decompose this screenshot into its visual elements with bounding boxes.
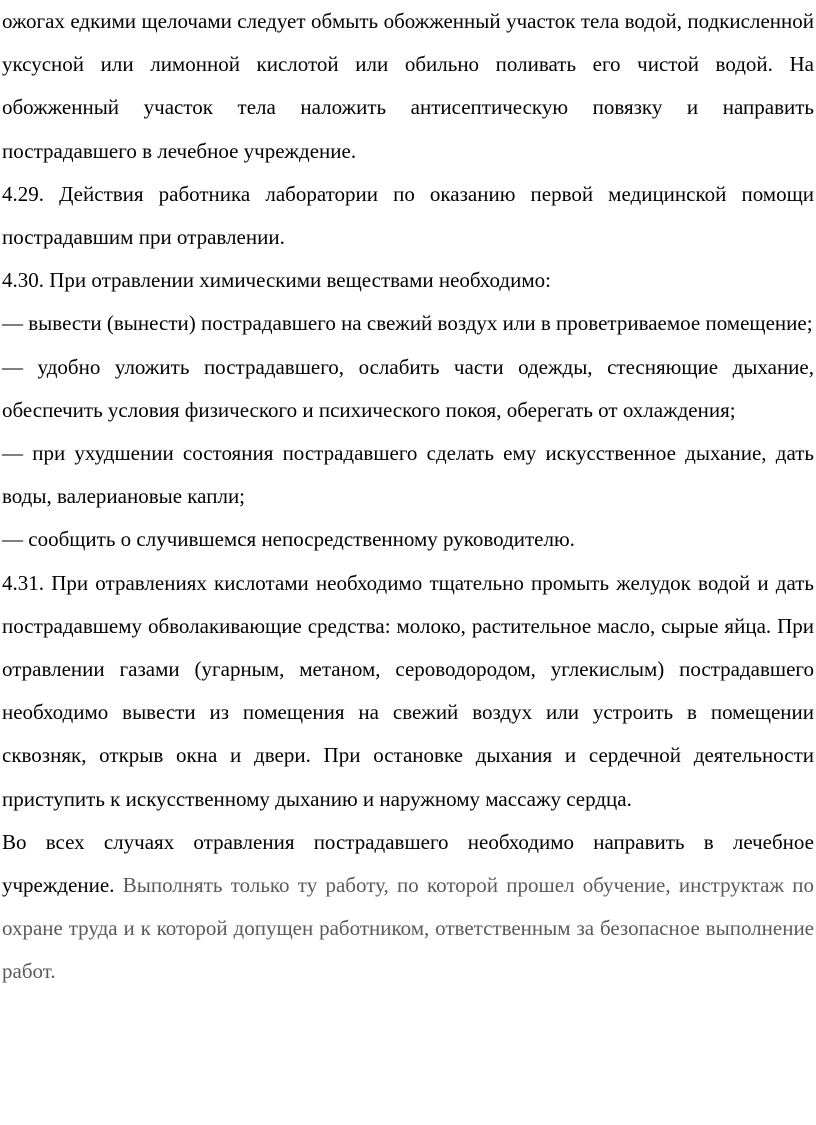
paragraph-all-cases — [2, 821, 814, 994]
paragraph-alkali-burns: ожогах едкими щелочами следует обмыть обожженный участок тела водой, подкисленной уксусной или лимонной кислотой или обильно поливать его чистой водой. На обожженный участок тела наложить антисептическую повязку и направить пострадавшего в лечебное учреждение. — [2, 9, 814, 163]
paragraph-4-30: 4.30. При отравлении химическими веществами необходимо: — [2, 268, 551, 293]
paragraph-4-29: 4.29. Действия работника лаборатории по оказанию первой медицинской помощи пострадавшим при отравлении. — [2, 181, 814, 250]
list-item-worsening: — при ухудшении состояния пострадавшего сделать ему искусственное дыхание, дать воды, валериановые капли; — [2, 441, 814, 509]
all-cases-main-text: Во всех случаях отравления пострадавшего необходимо направить в лечебное учреждение. — [2, 829, 814, 898]
list-item-lay-down: — удобно уложить пострадавшего, ослабить части одежды, стесняющие дыхание, обеспечить условия физического и психического покоя, оберегать от охлаждения; — [2, 354, 814, 422]
all-cases-gray-text: Выполнять только ту работу, по которой прошел обучение, инструктаж по охране труда и к которой допущен работником, ответственным за безопасное выполнение работ. — [2, 873, 814, 984]
paragraph-4-31: 4.31. При отравлениях кислотами необходимо тщательно промыть желудок водой и дать пострадавшему обволакивающие средства: молоко, растительное масло, сырые яйца. При отравлении газами (угарным, метаном, сероводородом, углекислым) пострадавшего необходимо вывести из помещения на свежий воздух или устроить в помещении сквозняк, открыв окна и двери. При остановке дыхания и сердечной деятельности приступить к искусственному дыханию и наружному массажу сердца. — [2, 570, 814, 811]
list-item-fresh-air: — вывести (вынести) пострадавшего на свежий воздух или в проветриваемое помещение; — [2, 311, 813, 336]
list-item-report: — сообщить о случившемся непосредственному руководителю. — [2, 527, 575, 552]
